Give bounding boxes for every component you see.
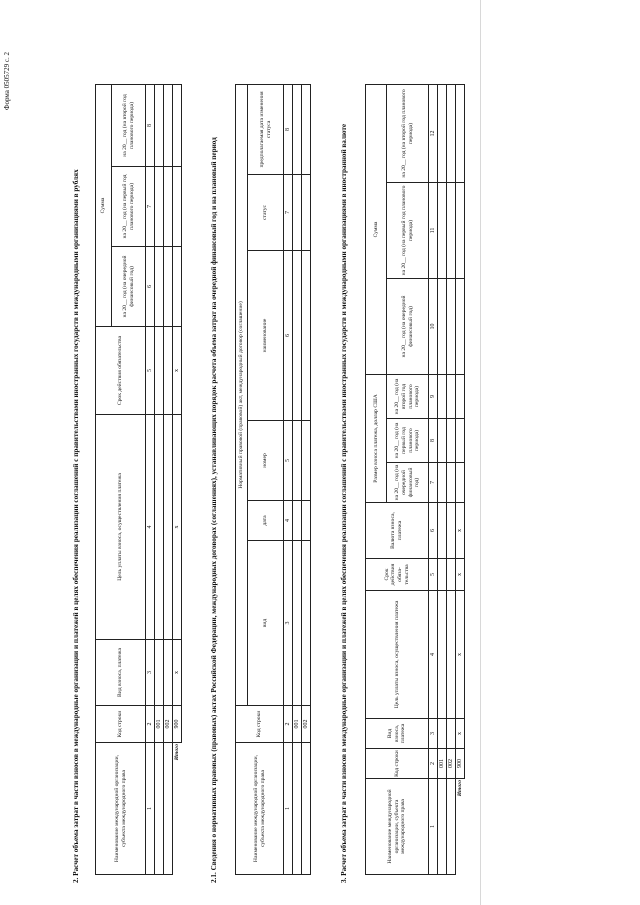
s21-cell [293,84,302,174]
s2-total-x: x [173,640,182,706]
s2-header-org: Наименование международной организации, субъекта международного права [96,743,146,875]
s3-cell [447,85,456,183]
table-row [438,85,447,875]
s3-header-usd: Размер взноса платежа, доллар США [366,375,387,503]
s2-cell [164,167,173,247]
s3-cell [456,85,465,183]
s3-row-code: 001 [438,749,447,779]
s3-header-org: Наименование международной организации, субъекта международного права [366,779,429,875]
s2-cell [155,85,164,167]
s3-header-code: Код строки [366,749,429,779]
s2-cell [164,415,173,640]
s3-total-x: x [456,559,465,591]
form-number: Форма 0505729 с. 2 [3,51,11,110]
s21-cell [302,84,311,174]
s2-header-y2: на 20__ год (на первый год планового периода) [112,167,146,247]
s3-header-purpose: Цель уплаты взноса, осуществления платежа [366,591,429,719]
s3-cell [438,559,447,591]
s3-cell [438,279,447,375]
s3-cell [438,85,447,183]
s3-colnum: 8 [429,419,438,463]
s2-header-purpose: Цель уплаты взноса, осуществления платежа [96,415,146,640]
s3-total-label: Итого [456,779,465,875]
s2-row-code: 002 [164,706,173,743]
s21-cell [293,501,302,541]
s21-cell [302,421,311,501]
s3-header-y3: на 20__ год (на второй год планового периода) [387,85,429,183]
s2-colnum: 3 [146,640,155,706]
s21-cell [293,251,302,421]
s3-cell [447,591,456,719]
s2-colnum: 8 [146,85,155,167]
s2-colnum: 5 [146,327,155,415]
s3-colnum: 3 [429,719,438,749]
s3-cell [438,183,447,279]
s3-total-x: x [456,719,465,749]
s21-colnum: 6 [284,251,293,421]
s2-cell [155,415,164,640]
s2-cell [164,327,173,415]
s3-cell [447,375,456,419]
s3-colnum: 2 [429,749,438,779]
s3-cell [447,503,456,559]
s21-header-kind: вид [248,541,284,706]
s3-header-usd-y1: на 20__ год (на очередной финансовый год) [387,463,429,503]
s21-cell [302,501,311,541]
section2-table [95,84,182,875]
s3-cell [456,419,465,463]
section21-title: 2.1. Сведения о нормативных правовых (правовых) актах Российской Федерации, международных договорах (соглашениях), устанавливающих порядок расчета объема затрат на очередной финансовый год и на плановый период [210,137,218,883]
s3-colnum: 1 [429,779,438,875]
s21-cell [293,421,302,501]
s2-cell [155,247,164,327]
s3-cell [438,375,447,419]
s3-cell [438,503,447,559]
s2-cell [155,743,164,875]
s3-header-y1: на 20__ год (на очередной финансовый год) [387,279,429,375]
s3-colnum: 7 [429,463,438,503]
s3-cell [447,463,456,503]
s3-total-x: x [456,503,465,559]
s2-colnum: 6 [146,247,155,327]
s21-cell [293,541,302,706]
s3-cell [456,463,465,503]
s2-colnum: 2 [146,706,155,743]
s21-header-number: номер [248,421,284,501]
s2-cell [173,167,182,247]
s3-cell [456,279,465,375]
s3-header-sum: Сумма [366,85,387,375]
s2-colnum: 7 [146,167,155,247]
section3-table [365,84,465,875]
s2-total-code: 900 [173,706,182,743]
s21-header-date: дата [248,501,284,541]
s21-cell [302,743,311,875]
s2-total-label: Итого [173,743,182,875]
s2-row-code: 001 [155,706,164,743]
s3-colnum: 11 [429,183,438,279]
s3-colnum: 10 [429,279,438,375]
s21-header-status: статус [248,175,284,251]
s3-colnum: 5 [429,559,438,591]
s3-header-usd-y2: на 20__ год (на первый год планового периода) [387,419,429,463]
s3-row-code: 002 [447,749,456,779]
s2-cell [164,743,173,875]
s2-header-y3: на 20__ год (на второй год планового периода) [112,85,146,167]
s3-total-code: 900 [456,749,465,779]
table-row-total [173,85,182,875]
s21-colnum: 7 [284,175,293,251]
s2-cell [155,640,164,706]
s3-cell [447,559,456,591]
s2-colnum: 1 [146,743,155,875]
s3-header-term: Срок действия обяза-тельства [366,559,429,591]
s21-colnum: 4 [284,501,293,541]
s3-colnum: 4 [429,591,438,719]
s2-header-y1: на 20__ год (на очередной финансовый год) [112,247,146,327]
section3-title: 3. Расчет объема затрат в части взносов в международные организации и платежей в целях обеспечения реализации соглашений с правительствами иностранных государств и международными организациями в иностранной валюте [340,123,348,883]
s21-header-act: Нормативный правовой (правовой) акт, международный договор (соглашение) [236,84,248,705]
s2-cell [164,85,173,167]
s2-total-x: x [173,327,182,415]
s3-header-y2: на 20__ год (на первый год планового периода) [387,183,429,279]
s2-header-term: Срок действия обязательства [96,327,146,415]
s3-cell [438,779,447,875]
table-row-total [456,85,465,875]
table-row [447,85,456,875]
section21-table [235,84,311,875]
s3-cell [447,419,456,463]
s21-cell [302,251,311,421]
s3-colnum: 9 [429,375,438,419]
s3-cell [456,375,465,419]
s3-cell [447,279,456,375]
s2-cell [155,327,164,415]
s2-header-sum: Сумма [96,85,112,327]
s21-colnum: 2 [284,706,293,743]
s3-cell [438,719,447,749]
s21-header-expected-date: предполагаемая дата изменения статуса [248,84,284,174]
section2-title: 2. Расчет объема затрат в части взносов в международные организации и платежей в целях обеспечения реализации соглашений с правительствами иностранных государств и международными организациями в рублях [72,169,80,883]
s3-cell [447,779,456,875]
s21-cell [302,541,311,706]
s21-colnum: 3 [284,541,293,706]
s21-row-code: 001 [293,706,302,743]
s3-header-type: Вид взноса, платежа [366,719,429,749]
s3-colnum: 6 [429,503,438,559]
s3-cell [438,591,447,719]
s21-row-code: 002 [302,706,311,743]
table-row [155,85,164,875]
s21-header-code: Код строки [236,706,284,743]
s21-colnum: 8 [284,84,293,174]
s21-cell [293,743,302,875]
s3-cell [438,463,447,503]
s2-cell [173,85,182,167]
s3-total-x: x [456,591,465,719]
s2-cell [164,640,173,706]
s2-cell [155,167,164,247]
table-row [293,84,302,874]
table-row [164,85,173,875]
s2-colnum: 4 [146,415,155,640]
s3-cell [447,719,456,749]
s2-total-x: x [173,415,182,640]
s21-cell [302,175,311,251]
s21-colnum: 1 [284,743,293,875]
s21-cell [293,175,302,251]
s21-header-name: наименование [248,251,284,421]
s3-header-usd-y3: на 20__ год (на второй год планового периода) [387,375,429,419]
s3-colnum: 12 [429,85,438,183]
s2-cell [173,247,182,327]
s3-cell [456,183,465,279]
s2-cell [164,247,173,327]
s3-cell [447,183,456,279]
s3-cell [438,419,447,463]
s2-header-code: Код строки [96,706,146,743]
table-row [302,84,311,874]
s2-header-type: Вид взноса, платежа [96,640,146,706]
s21-header-org: Наименование международной организации, субъекта международного права [236,743,284,875]
s3-header-currency: Валюта взноса, платежа [366,503,429,559]
s21-colnum: 5 [284,421,293,501]
